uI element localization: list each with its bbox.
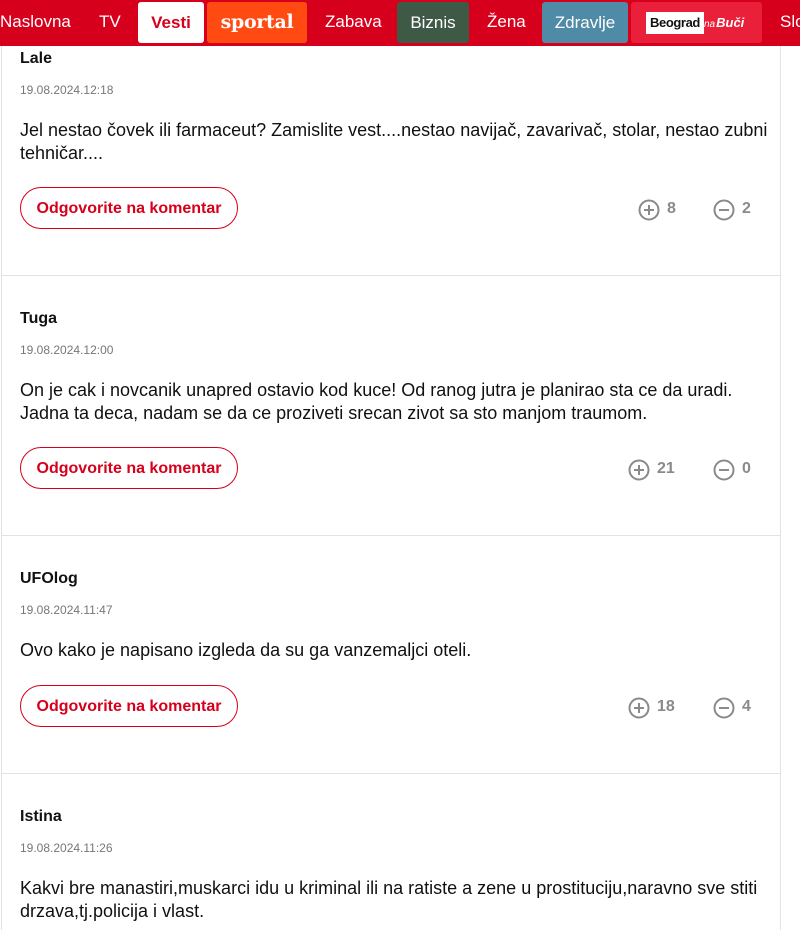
circle-plus-icon [638,199,660,221]
top-nav [0,0,805,46]
comments-list [1,46,781,930]
nav-slo[interactable]: Slo [780,12,805,31]
downvote-count: 2 [742,200,751,217]
circle-plus-icon [628,697,650,719]
comment-item [2,46,780,276]
nav-vesti[interactable]: Vesti [138,2,204,43]
circle-minus-icon [713,459,735,481]
reply-button[interactable]: Odgovorite na komentar [20,447,238,489]
beograd-na-buci-logo: Beograd naBuči [646,12,744,34]
nav-sportal[interactable]: sportal [207,2,307,43]
upvote-count: 18 [657,698,675,715]
comment-date: 19.08.2024.12:00 [20,343,114,357]
comment-date: 19.08.2024.11:26 [20,841,113,855]
nav-zena[interactable]: Žena [487,12,526,31]
upvote-count: 21 [657,460,675,477]
nav-biznis[interactable]: Biznis [397,2,469,43]
comment-author: Lale [20,50,53,67]
upvote-count: 8 [667,200,676,217]
comment-author: UFOlog [20,570,78,587]
comment-text: Ovo kako je napisano izgleda da su ga vanzemaljci oteli. [20,640,472,660]
nav-beograd-na-buci[interactable] [631,2,762,43]
comment-item [2,276,780,536]
circle-plus-icon [628,459,650,481]
reply-button[interactable]: Odgovorite na komentar [20,187,238,229]
nav-naslovna[interactable]: Naslovna [0,12,71,31]
comment-item [2,774,780,930]
comment-text: Kakvi bre manastiri,muskarci idu u kriminal ili na ratiste a zene u prostituciju,naravno sve stiti drzava,tj.policija i vlast. [20,878,758,921]
nav-zdravlje[interactable]: Zdravlje [542,2,628,43]
reply-button[interactable]: Odgovorite na komentar [20,685,238,727]
comment-author: Tuga [20,310,58,327]
downvote-count: 0 [742,460,751,477]
comment-item [2,536,780,774]
downvote-count: 4 [742,698,751,715]
circle-minus-icon [713,199,735,221]
circle-minus-icon [713,697,735,719]
comment-text: On je cak i novcanik unapred ostavio kod kuce! Od ranog jutra je planirao sta ce da uradi. Jadna ta deca, nadam se da ce proziveti srecan zivot sa sto manjom traumom. [20,380,733,423]
comment-author: Istina [20,808,62,825]
comment-date: 19.08.2024.11:47 [20,603,113,617]
comment-date: 19.08.2024.12:18 [20,83,114,97]
comment-text: Jel nestao čovek ili farmaceut? Zamislite vest....nestao navijač, zavarivač, stolar, nestao zubni tehničar.... [20,120,768,163]
nav-zabava[interactable]: Zabava [325,12,382,31]
nav-tv[interactable]: TV [99,12,121,31]
